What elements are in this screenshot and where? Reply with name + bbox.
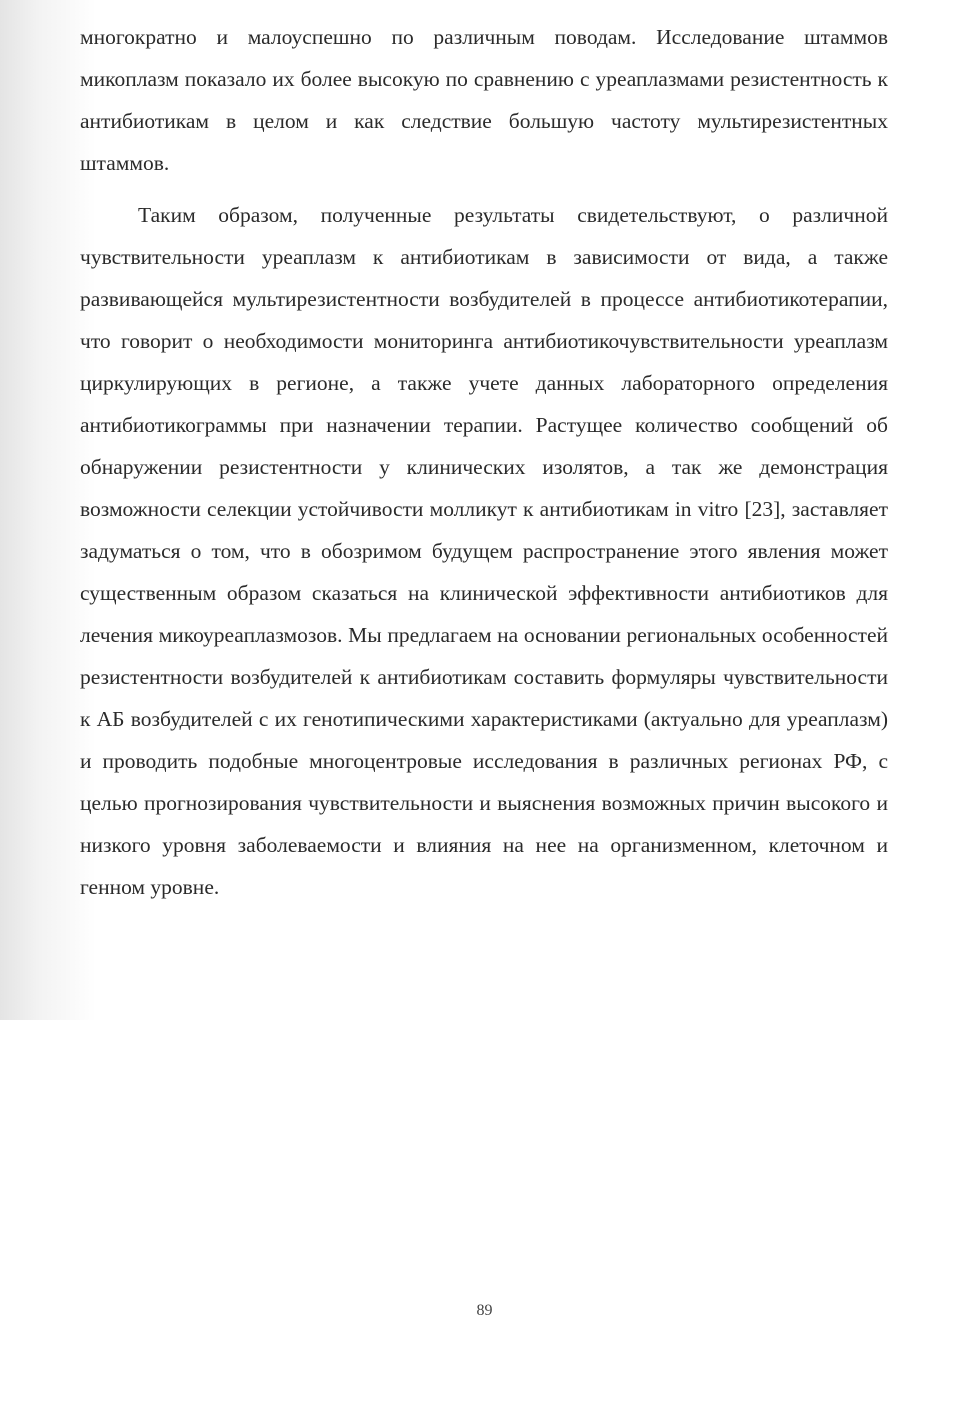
document-body [80,16,888,908]
paragraph-continuation: многократно и малоуспешно по различным поводам. Исследование штаммов микоплазм показало их более высокую по сравнению с уреаплазмами резистентность к антибиотикам в целом и как следствие большую частоту мультирезистентных штаммов. [80,25,888,175]
page-number: 89 [476,1302,493,1319]
paragraph-conclusion: Таким образом, полученные результаты свидетельствуют, о различной чувствительности уреаплазм к антибиотикам в зависимости от вида, а также развивающейся мультирезистентности возбудителей в процессе антибиотикотерапии, что говорит о необходимости мониторинга антибиотикочувствительности уреаплазм циркулирующих в регионе, а также учете данных лабораторного определения антибиотикограммы при назначении терапии. Растущее количество сообщений об обнаружении резистентности у клинических изолятов, а так же демонстрация возможности селекции устойчивости молликут к антибиотикам in vitro [23], заставляет задуматься о том, что в обозримом будущем распространение этого явления может существенным образом сказаться на клинической эффективности антибиотиков для лечения микоуреаплазмозов. Мы предлагаем на основании региональных особенностей резистентности возбудителей к антибиотикам составить формуляры чувствительности к АБ возбудителей с их генотипическими характеристиками (актуально для уреаплазм) и проводить подобные многоцентровые исследования в различных регионах РФ, с целью прогнозирования чувствительности и выяснения возможных причин высокого и низкого уровня заболеваемости и влияния на нее на организменном, клеточном и генном уровне. [80,203,888,899]
